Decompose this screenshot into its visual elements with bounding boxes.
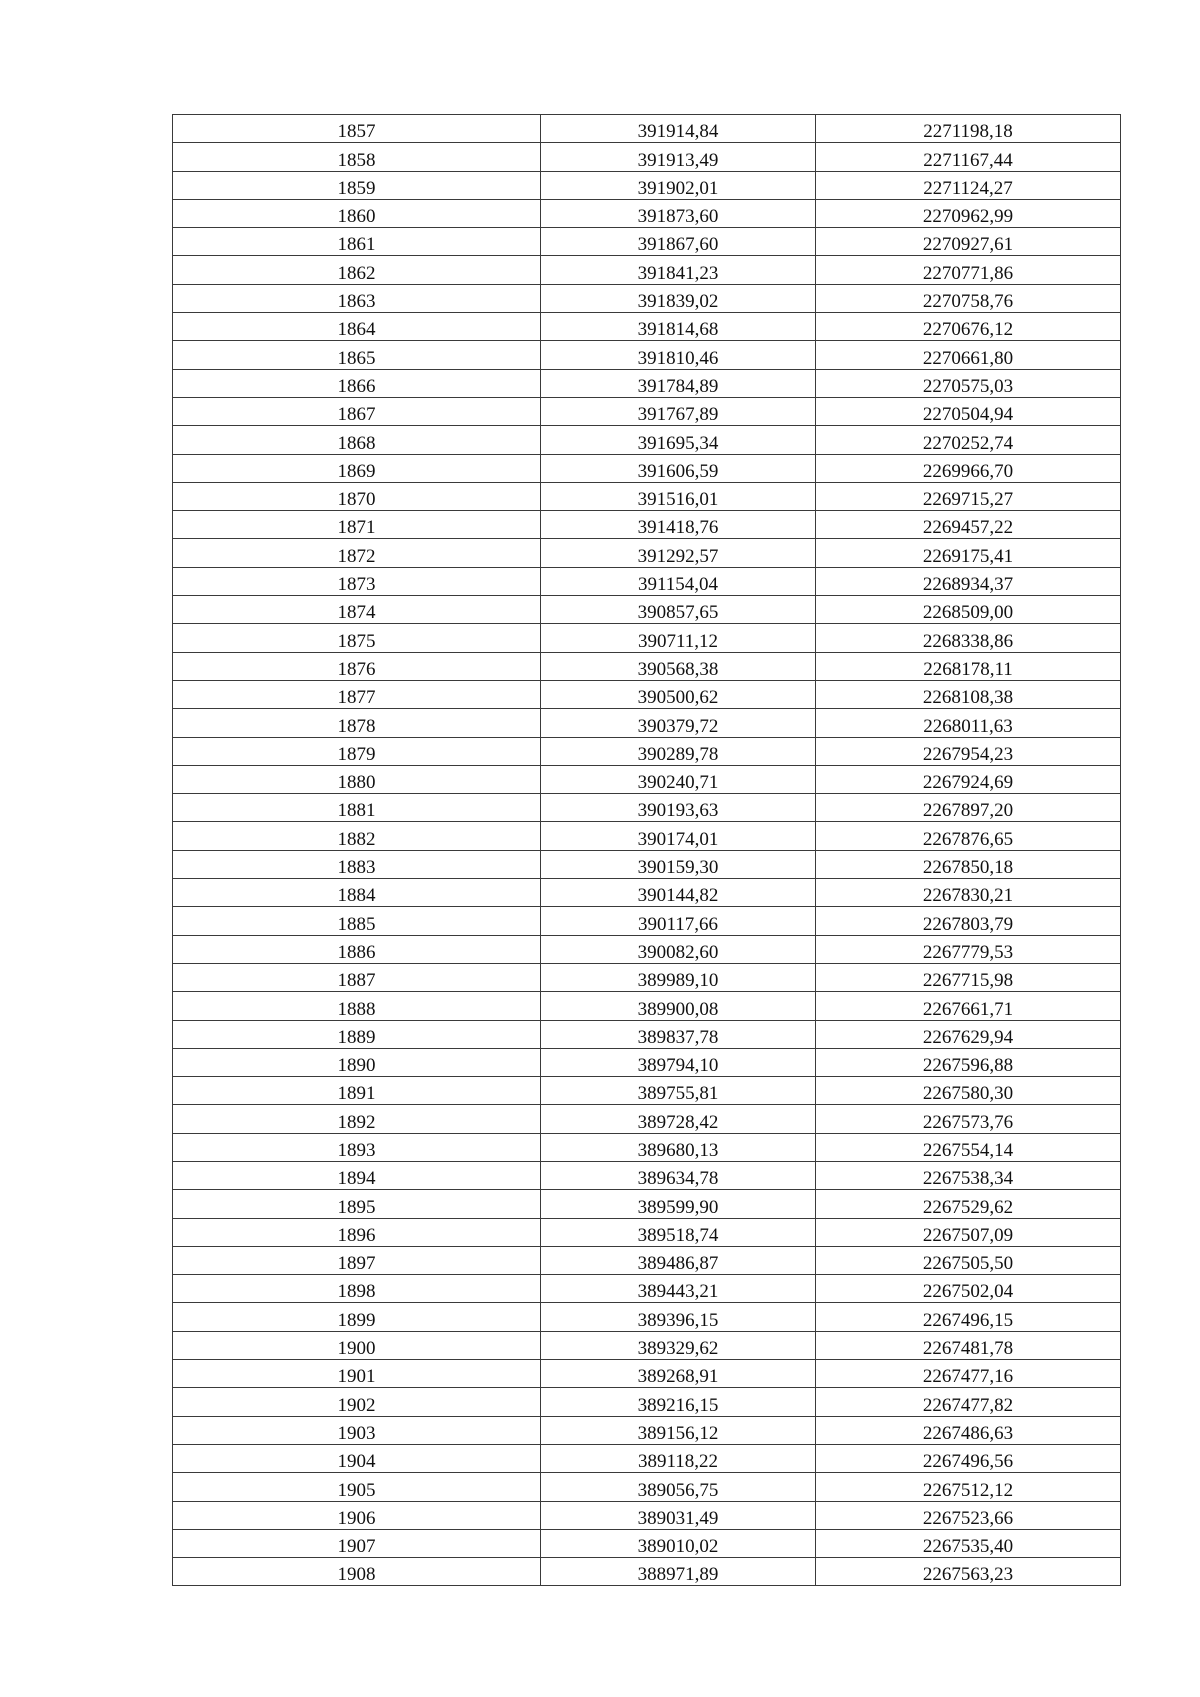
y-coordinate-cell: 2270676,12 — [816, 313, 1121, 341]
y-coordinate-cell: 2270962,99 — [816, 199, 1121, 227]
point-number-cell: 1867 — [173, 397, 541, 425]
table-row — [173, 143, 1121, 171]
point-number-cell: 1864 — [173, 313, 541, 341]
table-row — [173, 850, 1121, 878]
point-number-cell: 1861 — [173, 228, 541, 256]
point-number-cell: 1860 — [173, 199, 541, 227]
x-coordinate-cell: 390500,62 — [541, 680, 816, 708]
x-coordinate-cell: 390117,66 — [541, 907, 816, 935]
x-coordinate-cell: 391873,60 — [541, 199, 816, 227]
y-coordinate-cell: 2267477,16 — [816, 1360, 1121, 1388]
y-coordinate-cell: 2267502,04 — [816, 1275, 1121, 1303]
x-coordinate-cell: 389216,15 — [541, 1388, 816, 1416]
point-number-cell: 1879 — [173, 737, 541, 765]
x-coordinate-cell: 390082,60 — [541, 935, 816, 963]
y-coordinate-cell: 2267596,88 — [816, 1048, 1121, 1076]
table-row — [173, 1473, 1121, 1501]
x-coordinate-cell: 391839,02 — [541, 284, 816, 312]
y-coordinate-cell: 2270927,61 — [816, 228, 1121, 256]
y-coordinate-cell: 2270252,74 — [816, 426, 1121, 454]
y-coordinate-cell: 2267954,23 — [816, 737, 1121, 765]
y-coordinate-cell: 2267477,82 — [816, 1388, 1121, 1416]
x-coordinate-cell: 389443,21 — [541, 1275, 816, 1303]
y-coordinate-cell: 2267512,12 — [816, 1473, 1121, 1501]
y-coordinate-cell: 2271124,27 — [816, 171, 1121, 199]
y-coordinate-cell: 2268509,00 — [816, 596, 1121, 624]
table-row — [173, 1190, 1121, 1218]
y-coordinate-cell: 2269457,22 — [816, 511, 1121, 539]
y-coordinate-cell: 2270504,94 — [816, 397, 1121, 425]
table-row — [173, 171, 1121, 199]
table-row — [173, 652, 1121, 680]
x-coordinate-cell: 389518,74 — [541, 1218, 816, 1246]
y-coordinate-cell: 2269175,41 — [816, 539, 1121, 567]
y-coordinate-cell: 2267538,34 — [816, 1161, 1121, 1189]
point-number-cell: 1895 — [173, 1190, 541, 1218]
y-coordinate-cell: 2267523,66 — [816, 1501, 1121, 1529]
x-coordinate-cell: 391767,89 — [541, 397, 816, 425]
y-coordinate-cell: 2269966,70 — [816, 454, 1121, 482]
y-coordinate-cell: 2271167,44 — [816, 143, 1121, 171]
point-number-cell: 1906 — [173, 1501, 541, 1529]
table-row — [173, 1133, 1121, 1161]
table-row — [173, 341, 1121, 369]
point-number-cell: 1876 — [173, 652, 541, 680]
y-coordinate-cell: 2268178,11 — [816, 652, 1121, 680]
table-row — [173, 794, 1121, 822]
point-number-cell: 1880 — [173, 765, 541, 793]
table-row — [173, 709, 1121, 737]
x-coordinate-cell: 389755,81 — [541, 1077, 816, 1105]
point-number-cell: 1871 — [173, 511, 541, 539]
point-number-cell: 1896 — [173, 1218, 541, 1246]
point-number-cell: 1886 — [173, 935, 541, 963]
point-number-cell: 1881 — [173, 794, 541, 822]
point-number-cell: 1869 — [173, 454, 541, 482]
y-coordinate-cell: 2271198,18 — [816, 115, 1121, 143]
table-row — [173, 369, 1121, 397]
point-number-cell: 1872 — [173, 539, 541, 567]
x-coordinate-cell: 390240,71 — [541, 765, 816, 793]
point-number-cell: 1865 — [173, 341, 541, 369]
x-coordinate-cell: 391913,49 — [541, 143, 816, 171]
y-coordinate-cell: 2267779,53 — [816, 935, 1121, 963]
y-coordinate-cell: 2267535,40 — [816, 1529, 1121, 1557]
table-row — [173, 1218, 1121, 1246]
point-number-cell: 1899 — [173, 1303, 541, 1331]
y-coordinate-cell: 2267496,15 — [816, 1303, 1121, 1331]
point-number-cell: 1901 — [173, 1360, 541, 1388]
table-row — [173, 1077, 1121, 1105]
point-number-cell: 1877 — [173, 680, 541, 708]
x-coordinate-cell: 391606,59 — [541, 454, 816, 482]
x-coordinate-cell: 391784,89 — [541, 369, 816, 397]
point-number-cell: 1905 — [173, 1473, 541, 1501]
x-coordinate-cell: 388971,89 — [541, 1558, 816, 1586]
x-coordinate-cell: 389680,13 — [541, 1133, 816, 1161]
point-number-cell: 1890 — [173, 1048, 541, 1076]
point-number-cell: 1893 — [173, 1133, 541, 1161]
point-number-cell: 1908 — [173, 1558, 541, 1586]
x-coordinate-cell: 391516,01 — [541, 482, 816, 510]
table-row — [173, 1360, 1121, 1388]
x-coordinate-cell: 390174,01 — [541, 822, 816, 850]
x-coordinate-cell: 389156,12 — [541, 1416, 816, 1444]
x-coordinate-cell: 390289,78 — [541, 737, 816, 765]
table-row — [173, 1558, 1121, 1586]
x-coordinate-cell: 391695,34 — [541, 426, 816, 454]
y-coordinate-cell: 2270575,03 — [816, 369, 1121, 397]
point-number-cell: 1870 — [173, 482, 541, 510]
point-number-cell: 1878 — [173, 709, 541, 737]
x-coordinate-cell: 390857,65 — [541, 596, 816, 624]
table-row — [173, 539, 1121, 567]
x-coordinate-cell: 391902,01 — [541, 171, 816, 199]
x-coordinate-cell: 389396,15 — [541, 1303, 816, 1331]
point-number-cell: 1902 — [173, 1388, 541, 1416]
x-coordinate-cell: 391154,04 — [541, 567, 816, 595]
point-number-cell: 1888 — [173, 992, 541, 1020]
table-row — [173, 1020, 1121, 1048]
table-row — [173, 1444, 1121, 1472]
table-row — [173, 596, 1121, 624]
x-coordinate-cell: 391814,68 — [541, 313, 816, 341]
y-coordinate-cell: 2267507,09 — [816, 1218, 1121, 1246]
x-coordinate-cell: 391914,84 — [541, 115, 816, 143]
y-coordinate-cell: 2267897,20 — [816, 794, 1121, 822]
x-coordinate-cell: 391810,46 — [541, 341, 816, 369]
point-number-cell: 1904 — [173, 1444, 541, 1472]
point-number-cell: 1884 — [173, 879, 541, 907]
table-row — [173, 1161, 1121, 1189]
x-coordinate-cell: 390568,38 — [541, 652, 816, 680]
x-coordinate-cell: 389056,75 — [541, 1473, 816, 1501]
point-number-cell: 1885 — [173, 907, 541, 935]
x-coordinate-cell: 389268,91 — [541, 1360, 816, 1388]
table-row — [173, 115, 1121, 143]
point-number-cell: 1859 — [173, 171, 541, 199]
y-coordinate-cell: 2267629,94 — [816, 1020, 1121, 1048]
table-row — [173, 1246, 1121, 1274]
table-row — [173, 482, 1121, 510]
y-coordinate-cell: 2270661,80 — [816, 341, 1121, 369]
y-coordinate-cell: 2268934,37 — [816, 567, 1121, 595]
x-coordinate-cell: 390144,82 — [541, 879, 816, 907]
point-number-cell: 1863 — [173, 284, 541, 312]
table-row — [173, 1048, 1121, 1076]
table-row — [173, 284, 1121, 312]
point-number-cell: 1866 — [173, 369, 541, 397]
point-number-cell: 1882 — [173, 822, 541, 850]
x-coordinate-cell: 389794,10 — [541, 1048, 816, 1076]
point-number-cell: 1894 — [173, 1161, 541, 1189]
table-row — [173, 199, 1121, 227]
point-number-cell: 1900 — [173, 1331, 541, 1359]
y-coordinate-cell: 2267505,50 — [816, 1246, 1121, 1274]
y-coordinate-cell: 2267850,18 — [816, 850, 1121, 878]
y-coordinate-cell: 2267715,98 — [816, 963, 1121, 991]
table-row — [173, 765, 1121, 793]
table-row — [173, 680, 1121, 708]
table-row — [173, 1303, 1121, 1331]
x-coordinate-cell: 389634,78 — [541, 1161, 816, 1189]
x-coordinate-cell: 389329,62 — [541, 1331, 816, 1359]
point-number-cell: 1903 — [173, 1416, 541, 1444]
x-coordinate-cell: 391292,57 — [541, 539, 816, 567]
y-coordinate-cell: 2267924,69 — [816, 765, 1121, 793]
x-coordinate-cell: 389599,90 — [541, 1190, 816, 1218]
table-row — [173, 1416, 1121, 1444]
y-coordinate-cell: 2267573,76 — [816, 1105, 1121, 1133]
y-coordinate-cell: 2270771,86 — [816, 256, 1121, 284]
x-coordinate-cell: 389118,22 — [541, 1444, 816, 1472]
table-row — [173, 624, 1121, 652]
y-coordinate-cell: 2268011,63 — [816, 709, 1121, 737]
table-row — [173, 963, 1121, 991]
y-coordinate-cell: 2268338,86 — [816, 624, 1121, 652]
table-row — [173, 907, 1121, 935]
x-coordinate-cell: 389031,49 — [541, 1501, 816, 1529]
y-coordinate-cell: 2267481,78 — [816, 1331, 1121, 1359]
y-coordinate-cell: 2268108,38 — [816, 680, 1121, 708]
point-number-cell: 1873 — [173, 567, 541, 595]
point-number-cell: 1892 — [173, 1105, 541, 1133]
x-coordinate-cell: 390193,63 — [541, 794, 816, 822]
table-body — [173, 115, 1121, 1586]
y-coordinate-cell: 2267876,65 — [816, 822, 1121, 850]
y-coordinate-cell: 2269715,27 — [816, 482, 1121, 510]
table-row — [173, 1105, 1121, 1133]
point-number-cell: 1907 — [173, 1529, 541, 1557]
table-row — [173, 1529, 1121, 1557]
y-coordinate-cell: 2270758,76 — [816, 284, 1121, 312]
x-coordinate-cell: 389728,42 — [541, 1105, 816, 1133]
x-coordinate-cell: 389837,78 — [541, 1020, 816, 1048]
y-coordinate-cell: 2267486,63 — [816, 1416, 1121, 1444]
table-row — [173, 256, 1121, 284]
y-coordinate-cell: 2267830,21 — [816, 879, 1121, 907]
y-coordinate-cell: 2267529,62 — [816, 1190, 1121, 1218]
x-coordinate-cell: 391841,23 — [541, 256, 816, 284]
x-coordinate-cell: 389486,87 — [541, 1246, 816, 1274]
point-number-cell: 1897 — [173, 1246, 541, 1274]
table-row — [173, 879, 1121, 907]
y-coordinate-cell: 2267554,14 — [816, 1133, 1121, 1161]
table-row — [173, 737, 1121, 765]
point-number-cell: 1883 — [173, 850, 541, 878]
table-row — [173, 992, 1121, 1020]
y-coordinate-cell: 2267803,79 — [816, 907, 1121, 935]
x-coordinate-cell: 390711,12 — [541, 624, 816, 652]
table-row — [173, 397, 1121, 425]
table-row — [173, 426, 1121, 454]
table-row — [173, 1388, 1121, 1416]
x-coordinate-cell: 389900,08 — [541, 992, 816, 1020]
table-row — [173, 511, 1121, 539]
point-number-cell: 1875 — [173, 624, 541, 652]
table-row — [173, 228, 1121, 256]
table-row — [173, 567, 1121, 595]
x-coordinate-cell: 389010,02 — [541, 1529, 816, 1557]
point-number-cell: 1898 — [173, 1275, 541, 1303]
x-coordinate-cell: 391418,76 — [541, 511, 816, 539]
table-row — [173, 1501, 1121, 1529]
point-number-cell: 1862 — [173, 256, 541, 284]
point-number-cell: 1889 — [173, 1020, 541, 1048]
table-row — [173, 1275, 1121, 1303]
point-number-cell: 1857 — [173, 115, 541, 143]
y-coordinate-cell: 2267496,56 — [816, 1444, 1121, 1472]
x-coordinate-cell: 390159,30 — [541, 850, 816, 878]
y-coordinate-cell: 2267563,23 — [816, 1558, 1121, 1586]
coordinates-table — [172, 114, 1121, 1586]
x-coordinate-cell: 391867,60 — [541, 228, 816, 256]
point-number-cell: 1868 — [173, 426, 541, 454]
table-row — [173, 1331, 1121, 1359]
point-number-cell: 1887 — [173, 963, 541, 991]
point-number-cell: 1891 — [173, 1077, 541, 1105]
x-coordinate-cell: 390379,72 — [541, 709, 816, 737]
x-coordinate-cell: 389989,10 — [541, 963, 816, 991]
table-row — [173, 935, 1121, 963]
point-number-cell: 1874 — [173, 596, 541, 624]
point-number-cell: 1858 — [173, 143, 541, 171]
y-coordinate-cell: 2267661,71 — [816, 992, 1121, 1020]
table-row — [173, 454, 1121, 482]
y-coordinate-cell: 2267580,30 — [816, 1077, 1121, 1105]
table-row — [173, 822, 1121, 850]
table-row — [173, 313, 1121, 341]
